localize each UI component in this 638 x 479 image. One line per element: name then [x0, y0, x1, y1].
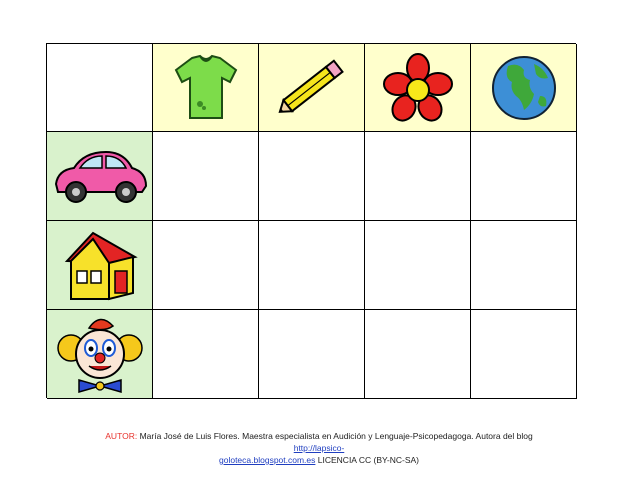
license-text: LICENCIA CC (BY-NC-SA) [315, 455, 419, 465]
column-header-pencil [259, 44, 365, 132]
answer-cell[interactable] [259, 310, 365, 399]
column-header-tshirt [153, 44, 259, 132]
house-icon [59, 227, 141, 303]
answer-cell[interactable] [471, 132, 577, 221]
answer-cell[interactable] [153, 221, 259, 310]
answer-cell[interactable] [153, 310, 259, 399]
answer-cell[interactable] [365, 310, 471, 399]
pencil-icon [272, 53, 352, 123]
answer-cell[interactable] [365, 132, 471, 221]
answer-cell[interactable] [365, 221, 471, 310]
row-header-car [47, 132, 153, 221]
author-label: AUTOR: [105, 431, 138, 441]
corner-cell [47, 44, 153, 132]
flower-icon [382, 52, 454, 124]
row-header-house [47, 221, 153, 310]
author-footer [80, 430, 558, 466]
blog-link-part2[interactable]: goloteca.blogspot.com.es [219, 455, 316, 465]
t-shirt-icon [170, 52, 242, 124]
double-entry-table [46, 43, 576, 398]
answer-cell[interactable] [471, 221, 577, 310]
car-icon [50, 144, 150, 208]
row-header-clown [47, 310, 153, 399]
answer-cell[interactable] [471, 310, 577, 399]
author-text: María José de Luis Flores. Maestra especialista en Audición y Lenguaje-Psicopedagoga. Autora del blog [137, 431, 533, 441]
column-header-flower [365, 44, 471, 132]
answer-cell[interactable] [259, 221, 365, 310]
column-header-globe [471, 44, 577, 132]
answer-cell[interactable] [153, 132, 259, 221]
answer-cell[interactable] [259, 132, 365, 221]
blog-link-part1[interactable]: http://lapsico- [293, 443, 345, 453]
clown-icon [55, 314, 145, 394]
globe-icon [488, 52, 560, 124]
